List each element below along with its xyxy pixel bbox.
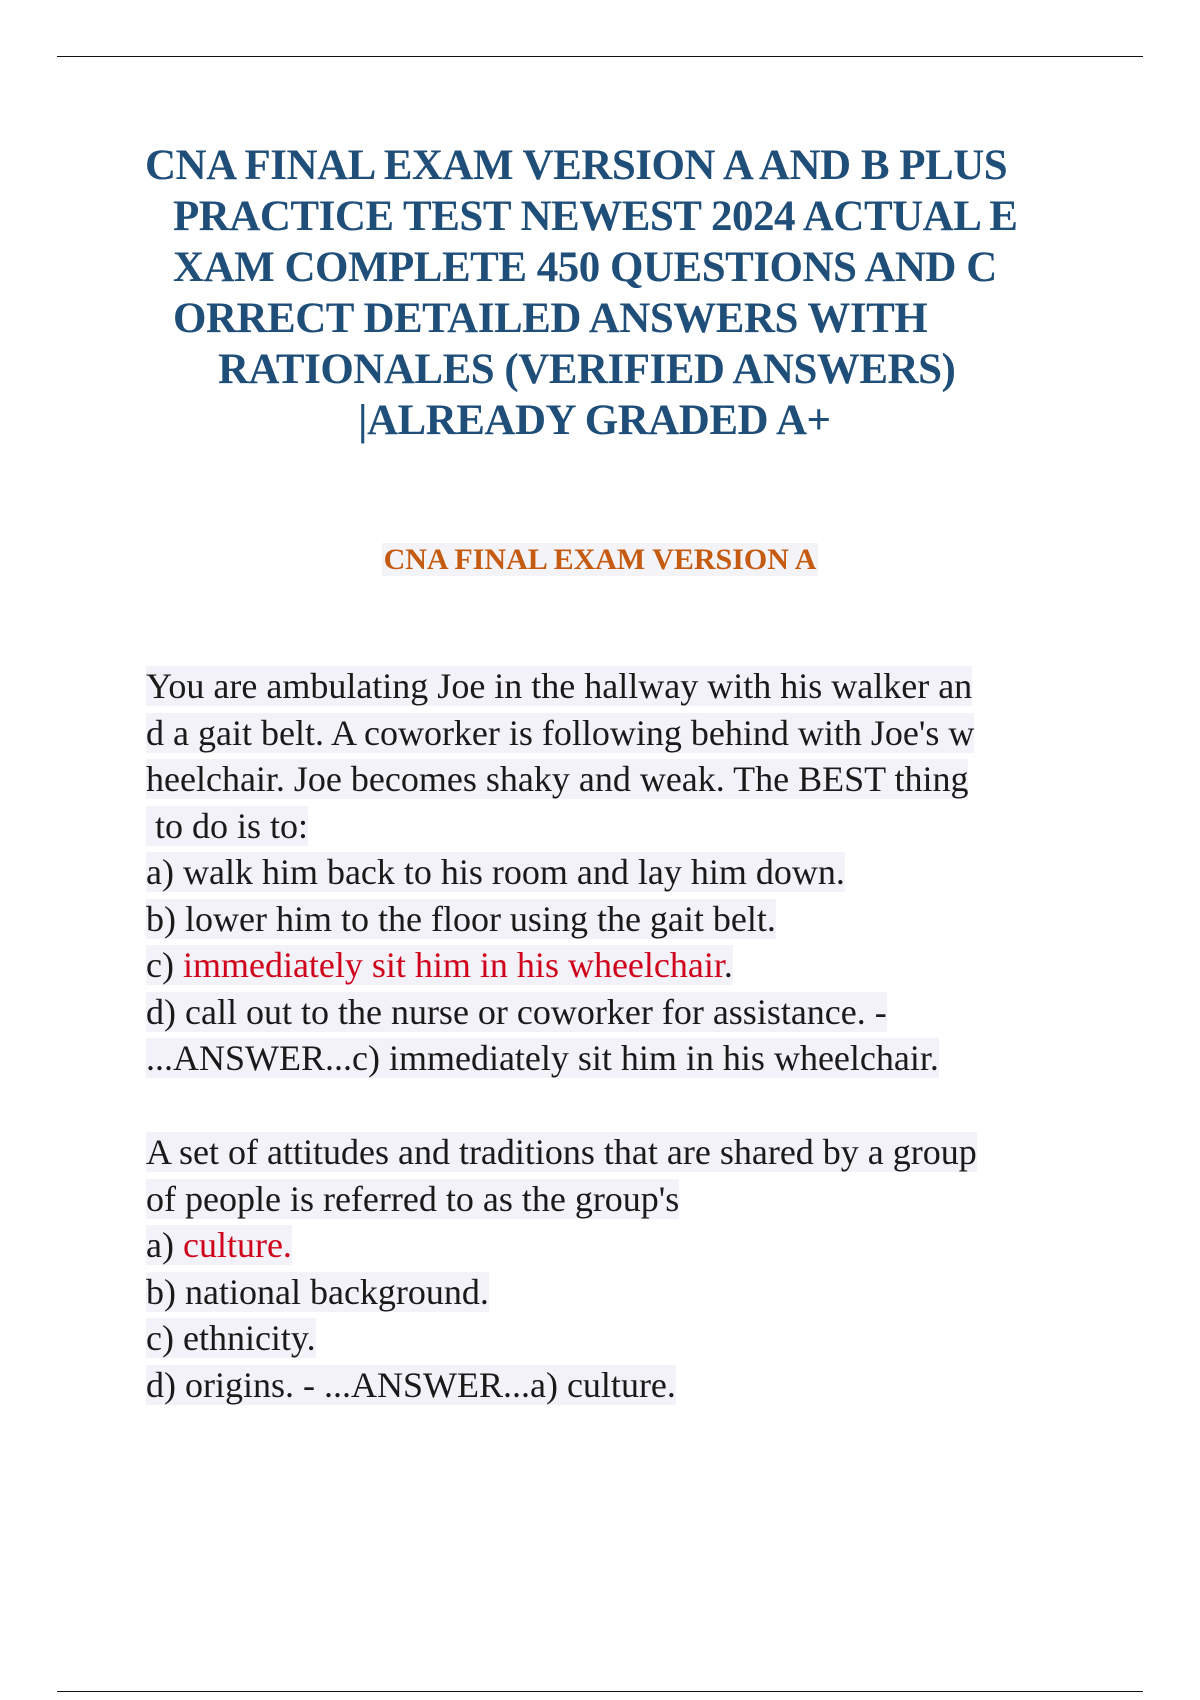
answer-option-correct: a) culture. [146,1225,292,1265]
top-rule [57,56,1143,57]
answer-option: b) lower him to the floor using the gait belt. [146,898,776,939]
title-line: XAM COMPLETE 450 QUESTIONS AND C [173,244,997,291]
question-stem-line: d a gait belt. A coworker is following behind with Joe's w [146,712,975,753]
question-stem-line: You are ambulating Joe in the hallway with his walker an [146,666,973,706]
answer-option: d) origins. - ...ANSWER...a) culture. [146,1364,676,1405]
answer-key-line: ...ANSWER...c) immediately sit him in his wheelchair. [146,1038,939,1078]
question-stem-line: A set of attitudes and traditions that are shared by a group [146,1132,977,1172]
title-line: ORRECT DETAILED ANSWERS WITH [173,295,928,342]
answer-option: a) walk him back to his room and lay him down. [146,852,845,892]
correct-answer-text: culture. [182,1225,292,1265]
title-line: CNA FINAL EXAM VERSION A AND B PLUS [145,142,1008,189]
document-title [100,140,1100,446]
section-heading [0,540,1200,580]
answer-option: b) national background. [146,1271,489,1312]
title-line: RATIONALES (VERIFIED ANSWERS) [218,346,956,393]
title-line: |ALREADY GRADED A+ [358,397,831,444]
answer-option: c) ethnicity. [146,1318,316,1358]
question-stem-line: of people is referred to as the group's [146,1178,680,1219]
question-block [146,663,1066,1082]
section-heading-text: CNA FINAL EXAM VERSION A [383,543,817,576]
question-stem-line: to do is to: [146,805,309,846]
bottom-rule [57,1691,1143,1692]
answer-option-correct: c) immediately sit him in his wheelchair. [146,945,733,985]
correct-answer-text: immediately sit him in his wheelchair [182,945,724,985]
title-line: PRACTICE TEST NEWEST 2024 ACTUAL E [173,193,1018,240]
answer-option: d) call out to the nurse or coworker for assistance. - [146,991,887,1032]
question-stem-line: heelchair. Joe becomes shaky and weak. The BEST thing [146,759,969,799]
question-block [146,1129,1066,1408]
